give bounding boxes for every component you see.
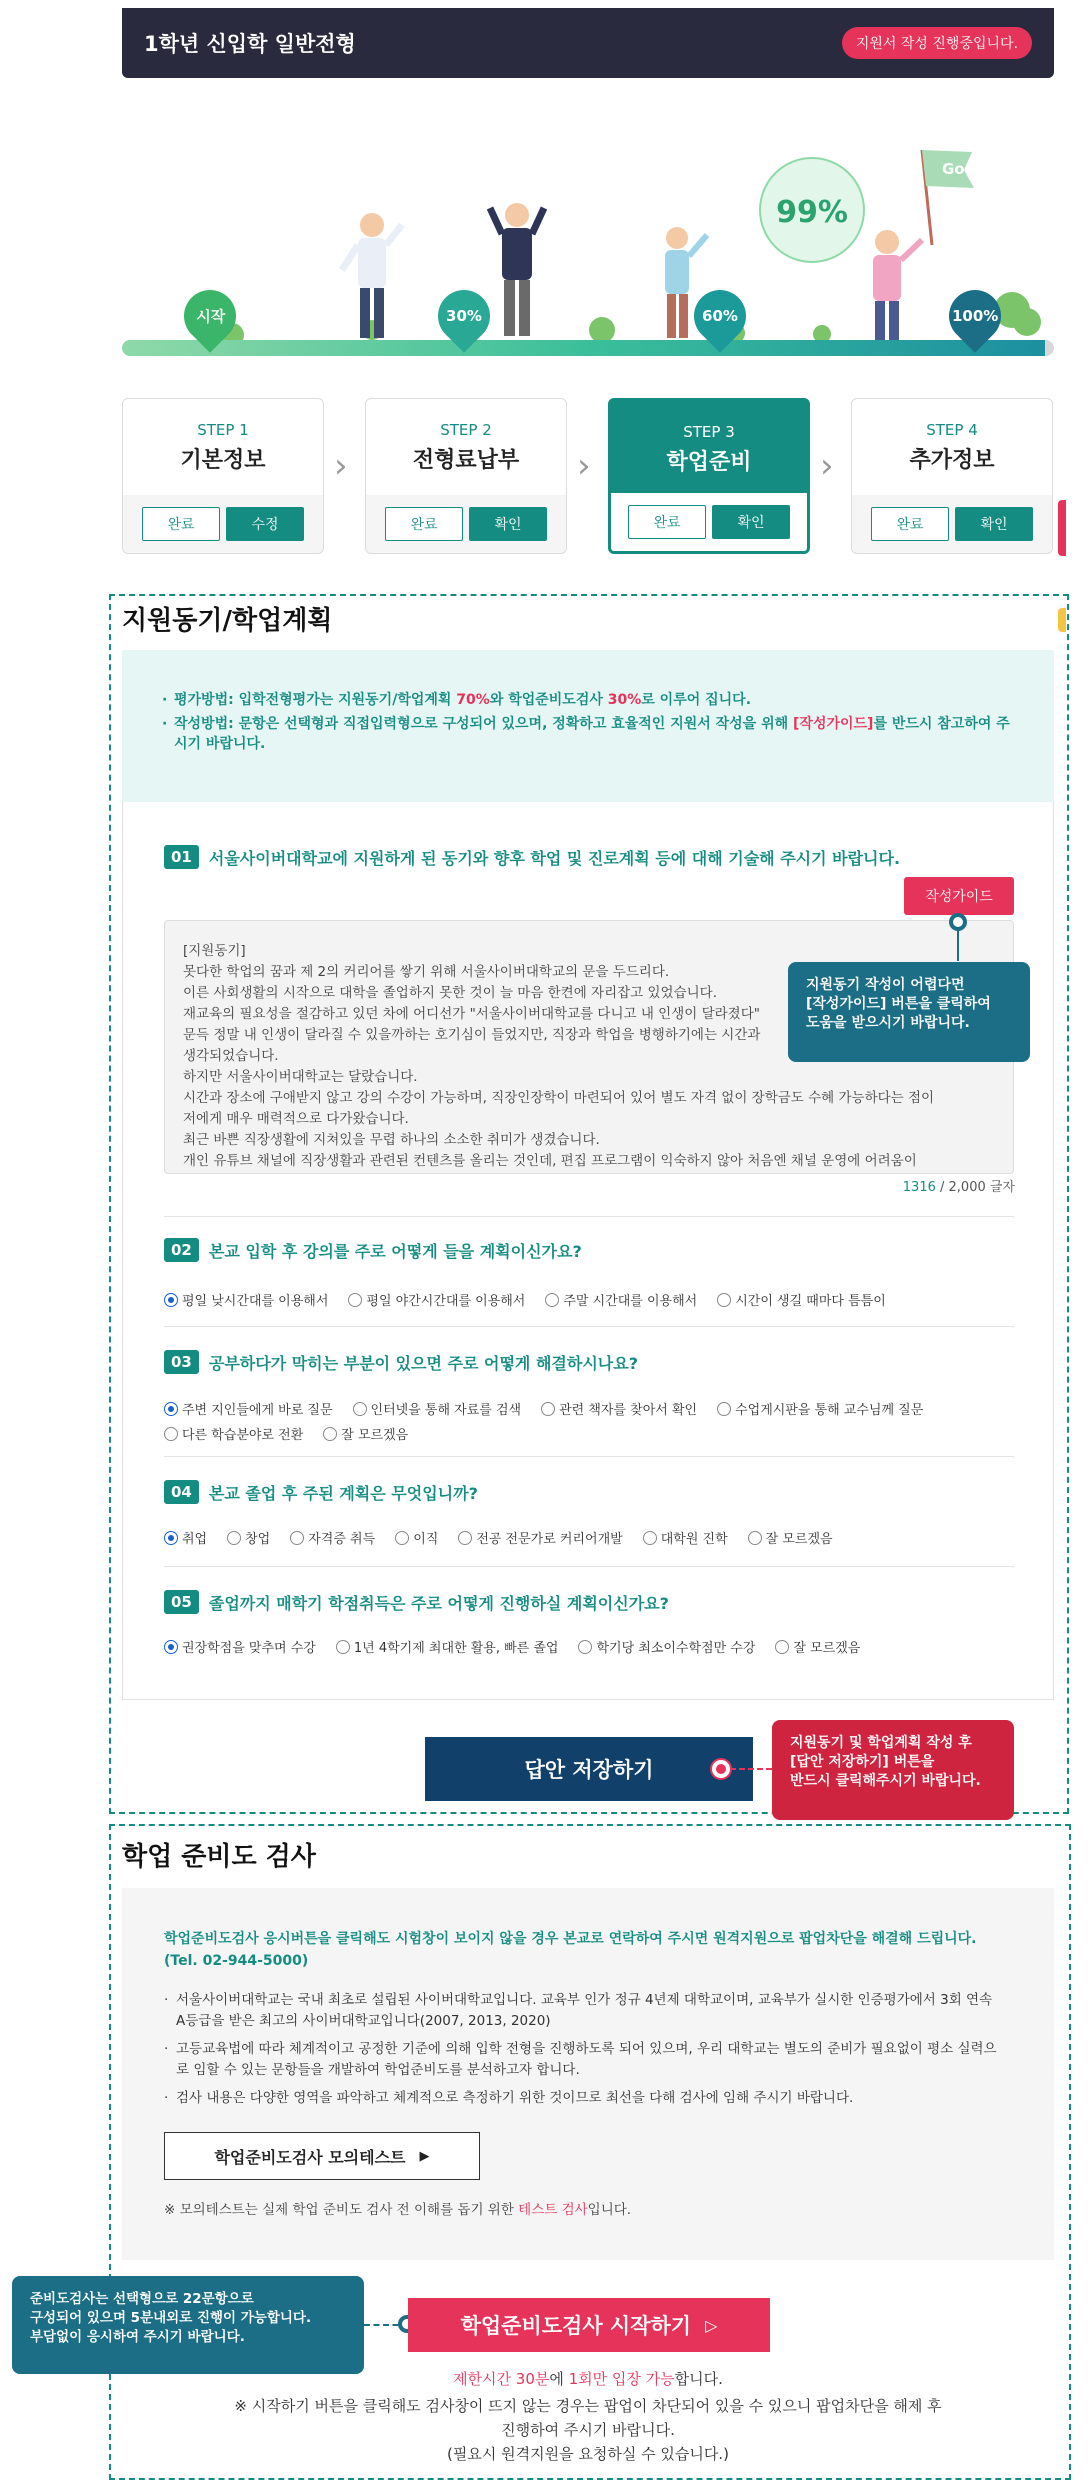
milestone-start: 시작 bbox=[173, 279, 247, 353]
radio-option[interactable] bbox=[164, 1399, 333, 1418]
step-name: 추가정보 bbox=[909, 448, 995, 473]
radio-label: 1년 4학기제 최대한 활용, 빠른 졸업 bbox=[353, 1641, 559, 1656]
person-4 bbox=[873, 230, 922, 343]
divider bbox=[164, 1566, 1014, 1567]
motivation-title: 지원동기/학업계획 bbox=[122, 606, 333, 636]
radio-label: 권장학점을 맞추며 수강 bbox=[182, 1641, 316, 1656]
info-bullet: · 고등교육법에 따라 체계적이고 공정한 기준에 의해 입학 전형을 진행하도록 되어 있으며, 우리 대학교는 별도의 준비가 필요없이 평소 실력으로 임할 수 있는 문항들을 개발하여 학업준비도를 분석하고자 합니다. bbox=[164, 2041, 997, 2078]
question-3: 03 공부하다가 막히는 부분이 있으면 주로 어떻게 해결하시나요? bbox=[164, 1350, 638, 1374]
readiness-bullets bbox=[164, 1990, 1004, 2116]
question-1: 01 서울사이버대학교에 지원하게 된 동기와 향후 학업 및 진로계획 등에 대해 기술해 주시기 바랍니다. bbox=[164, 845, 900, 869]
essay-line: 시간과 장소에 구애받지 않고 강의 수강이 가능하며, 직장인장학이 마련되어 있어 별도 자격 없이 장학금도 수혜 가능하다는 점이 bbox=[183, 1090, 935, 1106]
radio-option[interactable] bbox=[578, 1637, 755, 1656]
radio-option[interactable] bbox=[348, 1290, 525, 1309]
bullet-dot: · bbox=[164, 2090, 169, 2106]
radio-button[interactable] bbox=[348, 1293, 362, 1307]
readiness-title: 학업 준비도 검사 bbox=[122, 1842, 316, 1872]
info-bullet: · 서울사이버대학교는 국내 최초로 설립된 사이버대학교입니다. 교육부 인가 정규 4년제 대학교이며, 교육부가 실시한 인증평가에서 3회 연속 A등급을 받은 최고의 사이버대학교입니다(2007, 2013, 2020) bbox=[164, 1992, 993, 2029]
radio-option[interactable] bbox=[541, 1399, 697, 1418]
radio-label: 취업 bbox=[182, 1532, 208, 1547]
step-name: 기본정보 bbox=[180, 448, 266, 473]
radio-button[interactable] bbox=[164, 1640, 178, 1654]
writing-method: · 작성방법: 문항은 선택형과 직접입력형으로 구성되어 있으며, 정확하고 효율적인 지원서 작성을 위해 [작성가이드]를 반드시 참고하여 주시기 바랍니다. bbox=[162, 714, 1018, 754]
radio-option[interactable] bbox=[717, 1399, 923, 1418]
mock-test-note: ※ 모의테스트는 실제 학업 준비도 검사 전 이해를 돕기 위한 테스트 검사입니다. bbox=[164, 2202, 632, 2218]
chevron-right-icon: › bbox=[820, 446, 834, 486]
question-2-options bbox=[164, 1290, 1014, 1309]
step-number: STEP 2 bbox=[440, 421, 492, 439]
radio-label: 학기당 최소이수학점만 수강 bbox=[596, 1641, 756, 1656]
essay-line: 못다한 학업의 꿈과 제 2의 커리어를 쌓기 위해 서울사이버대학교의 문을 두드리다. bbox=[183, 964, 670, 980]
question-5-options bbox=[164, 1637, 1014, 1656]
chevron-right-icon: › bbox=[334, 446, 348, 486]
radio-button[interactable] bbox=[164, 1402, 178, 1416]
popup-help-note: ※ 시작하기 버튼을 클릭해도 검사창이 뜨지 않는 경우는 팝업이 차단되어 있을 수 있으니 팝업차단을 해제 후 진행하여 주시기 바랍니다. (필요시 원격지원을 요청하실 수 있습니다.) bbox=[234, 2397, 942, 2463]
question-4: 04 본교 졸업 후 주된 계획은 무엇입니까? bbox=[164, 1480, 478, 1504]
radio-button[interactable] bbox=[748, 1531, 762, 1545]
confirm-button[interactable]: 확인 bbox=[955, 507, 1033, 541]
bullet-dot: · bbox=[164, 2041, 169, 2057]
confirm-button[interactable]: 확인 bbox=[469, 507, 547, 541]
radio-button[interactable] bbox=[541, 1402, 555, 1416]
question-5: 05 졸업까지 매학기 학점취득은 주로 어떻게 진행하실 계획이신가요? bbox=[164, 1590, 669, 1614]
radio-button[interactable] bbox=[775, 1640, 789, 1654]
save-answer-button[interactable]: 답안 저장하기 bbox=[425, 1737, 753, 1801]
radio-label: 주말 시간대를 이용해서 bbox=[563, 1294, 698, 1309]
radio-label: 인터넷을 통해 자료를 검색 bbox=[370, 1403, 522, 1418]
divider bbox=[164, 1456, 1014, 1457]
evaluation-method: · 평가방법: 입학전형평가는 지원동기/학업계획 70%와 학업준비도검사 30%로 이루어 집니다. bbox=[162, 690, 1018, 710]
progress-percent: 99% bbox=[776, 195, 848, 230]
step-number: STEP 4 bbox=[926, 421, 978, 439]
radio-label: 다른 학습분야로 전환 bbox=[182, 1428, 304, 1443]
save-tooltip: 지원동기 및 학업계획 작성 후 [답안 저장하기] 버튼을 반드시 클릭해주시기 바랍니다. bbox=[772, 1720, 1014, 1820]
radio-option[interactable] bbox=[323, 1424, 408, 1443]
radio-label: 자격증 취득 bbox=[308, 1532, 376, 1547]
person-1 bbox=[342, 213, 402, 338]
writing-guide-button[interactable]: 작성가이드 bbox=[904, 877, 1014, 915]
bullet-dot: · bbox=[164, 1992, 169, 2008]
essay-line: 저에게 매우 매력적으로 다가왔습니다. bbox=[183, 1111, 409, 1127]
radio-option[interactable] bbox=[458, 1528, 622, 1547]
question-4-options bbox=[164, 1528, 1014, 1547]
progress-fill bbox=[122, 340, 1045, 356]
divider bbox=[164, 1216, 1014, 1217]
step-number: STEP 1 bbox=[197, 421, 249, 439]
guide-tooltip: 지원동기 작성이 어렵다면 [작성가이드] 버튼을 클릭하여 도움을 받으시기 바랍니다. bbox=[788, 962, 1030, 1062]
radio-option[interactable] bbox=[164, 1290, 328, 1309]
radio-button[interactable] bbox=[717, 1402, 731, 1416]
complete-button[interactable]: 완료 bbox=[142, 507, 220, 541]
radio-button[interactable] bbox=[164, 1531, 178, 1545]
radio-label: 이직 bbox=[413, 1532, 439, 1547]
guide-connector-dot bbox=[949, 913, 967, 931]
radio-button[interactable] bbox=[353, 1402, 367, 1416]
popup-notice: 학업준비도검사 응시버튼을 클릭해도 시험창이 보이지 않을 경우 본교로 연락하여 주시면 원격지원으로 팝업차단을 해결해 드립니다. (Tel. 02-944-5000) bbox=[164, 1931, 977, 1969]
play-icon: ▶ bbox=[419, 2148, 430, 2164]
section-edge-dot bbox=[1058, 608, 1066, 632]
page-header bbox=[122, 8, 1054, 78]
divider bbox=[164, 1326, 1014, 1327]
essay-line: 문득 정말 내 인생이 달라질 수 있을까하는 호기심이 들었지만, 직장과 학업을 병행하기에는 시간과 bbox=[183, 1027, 761, 1043]
milestone-30: 30% bbox=[427, 279, 501, 353]
radio-option[interactable] bbox=[164, 1424, 303, 1443]
chevron-right-icon: › bbox=[577, 446, 591, 486]
time-limit-note: 제한시간 30분에 1회만 입장 가능합니다. bbox=[453, 2370, 723, 2388]
radio-label: 평일 낮시간대를 이용해서 bbox=[182, 1294, 329, 1309]
radio-option[interactable] bbox=[164, 1637, 316, 1656]
essay-line: 이른 사회생활의 시작으로 대학을 졸업하지 못한 것이 늘 마음 한켠에 자리잡고 있었습니다. bbox=[183, 985, 718, 1001]
radio-option[interactable] bbox=[290, 1528, 375, 1547]
step-study-prep[interactable] bbox=[608, 398, 810, 554]
progress-track bbox=[122, 340, 1054, 356]
question-2: 02 본교 입학 후 강의를 주로 어떻게 들을 계획이신가요? bbox=[164, 1238, 582, 1262]
essay-line: 생각되었습니다. bbox=[183, 1048, 279, 1064]
radio-label: 잘 모르겠음 bbox=[765, 1532, 833, 1547]
radio-button[interactable] bbox=[395, 1531, 409, 1545]
step-additional-info[interactable] bbox=[851, 398, 1053, 554]
radio-button[interactable] bbox=[717, 1293, 731, 1307]
radio-label: 대학원 진학 bbox=[660, 1532, 728, 1547]
radio-button[interactable] bbox=[336, 1640, 350, 1654]
radio-label: 잘 모르겠음 bbox=[341, 1428, 409, 1443]
radio-button[interactable] bbox=[643, 1531, 657, 1545]
essay-line: [지원동기] bbox=[183, 943, 246, 959]
question-3-options bbox=[164, 1399, 1014, 1443]
radio-label: 잘 모르겠음 bbox=[793, 1641, 861, 1656]
radio-label: 창업 bbox=[245, 1532, 271, 1547]
essay-line: 최근 바쁜 직장생활에 지쳐있을 무렵 하나의 소소한 취미가 생겼습니다. bbox=[183, 1132, 600, 1148]
status-badge: 지원서 작성 진행중입니다. bbox=[842, 27, 1032, 59]
save-connector bbox=[730, 1768, 772, 1770]
essay-line: 하지만 서울사이버대학교는 달랐습니다. bbox=[183, 1069, 418, 1085]
progress-scene bbox=[122, 130, 1054, 360]
step-name: 전형료납부 bbox=[412, 448, 520, 473]
info-bullet: · 검사 내용은 다양한 영역을 파악하고 체계적으로 측정하기 위한 것이므로 최선을 다해 검사에 임해 주시기 바랍니다. bbox=[164, 2088, 1004, 2109]
essay-line: 개인 유튜브 채널에 직장생활과 관련된 컨텐츠를 올리는 것인데, 편집 프로그램이 익숙하지 않아 처음엔 채널 운영에 어려움이 bbox=[183, 1153, 917, 1169]
step-name: 학업준비 bbox=[666, 450, 752, 475]
progress-illustration bbox=[122, 130, 1054, 360]
milestone-100: 100% bbox=[938, 279, 1012, 353]
progress-bubble bbox=[760, 158, 864, 262]
play-outline-icon: ▷ bbox=[705, 2315, 718, 2335]
radio-option[interactable] bbox=[353, 1399, 522, 1418]
radio-button[interactable] bbox=[290, 1531, 304, 1545]
start-test-button[interactable]: 학업준비도검사 시작하기 ▷ bbox=[408, 2298, 770, 2352]
go-text: Go! bbox=[942, 160, 972, 178]
radio-button[interactable] bbox=[164, 1427, 178, 1441]
complete-button[interactable]: 완료 bbox=[628, 505, 706, 539]
milestone-60: 60% bbox=[683, 279, 757, 353]
edit-button[interactable]: 수정 bbox=[226, 507, 304, 541]
char-counter: 1316 / 2,000 글자 bbox=[902, 1180, 1015, 1195]
radio-option[interactable] bbox=[336, 1637, 559, 1656]
radio-button[interactable] bbox=[578, 1640, 592, 1654]
save-connector-dot bbox=[712, 1760, 730, 1778]
step-number: STEP 3 bbox=[683, 423, 735, 441]
confirm-button[interactable]: 확인 bbox=[712, 505, 790, 539]
radio-option[interactable] bbox=[395, 1528, 438, 1547]
evaluation-info bbox=[122, 650, 1054, 802]
radio-option[interactable] bbox=[717, 1290, 886, 1309]
radio-label: 수업게시판을 통해 교수님께 질문 bbox=[735, 1403, 924, 1418]
radio-label: 전공 전문가로 커리어개발 bbox=[476, 1532, 623, 1547]
radio-label: 주변 지인들에게 바로 질문 bbox=[182, 1403, 333, 1418]
step-basic-info[interactable] bbox=[122, 398, 324, 554]
start-tooltip: 준비도검사는 선택형으로 22문항으로 구성되어 있으며 5분내외로 진행이 가능합니다. 부담없이 응시하여 주시기 바랍니다. bbox=[12, 2276, 364, 2374]
radio-option[interactable] bbox=[643, 1528, 728, 1547]
radio-label: 관련 책자를 찾아서 확인 bbox=[559, 1403, 698, 1418]
radio-label: 시간이 생길 때마다 틈틈이 bbox=[735, 1294, 886, 1309]
complete-button[interactable]: 완료 bbox=[871, 507, 949, 541]
go-flag bbox=[922, 150, 974, 245]
radio-label: 평일 야간시간대를 이용해서 bbox=[366, 1294, 526, 1309]
radio-button[interactable] bbox=[545, 1293, 559, 1307]
radio-option[interactable] bbox=[775, 1637, 860, 1656]
radio-option[interactable] bbox=[227, 1528, 270, 1547]
radio-button[interactable] bbox=[323, 1427, 337, 1441]
radio-button[interactable] bbox=[164, 1293, 178, 1307]
person-2 bbox=[490, 203, 544, 336]
step-fee-payment[interactable] bbox=[365, 398, 567, 554]
radio-button[interactable] bbox=[458, 1531, 472, 1545]
page-title: 1학년 신입학 일반전형 bbox=[144, 32, 356, 56]
radio-option[interactable] bbox=[545, 1290, 697, 1309]
essay-line: 재교육의 필요성을 절감하고 있던 차에 어디선가 "서울사이버대학교를 다니고 내 인생이 달라졌다" bbox=[183, 1006, 760, 1022]
mock-test-button[interactable]: 학업준비도검사 모의테스트 ▶ bbox=[164, 2132, 480, 2180]
radio-option[interactable] bbox=[748, 1528, 833, 1547]
radio-button[interactable] bbox=[227, 1531, 241, 1545]
complete-button[interactable]: 완료 bbox=[385, 507, 463, 541]
side-tab-edge[interactable] bbox=[1058, 500, 1066, 556]
radio-option[interactable] bbox=[164, 1528, 207, 1547]
